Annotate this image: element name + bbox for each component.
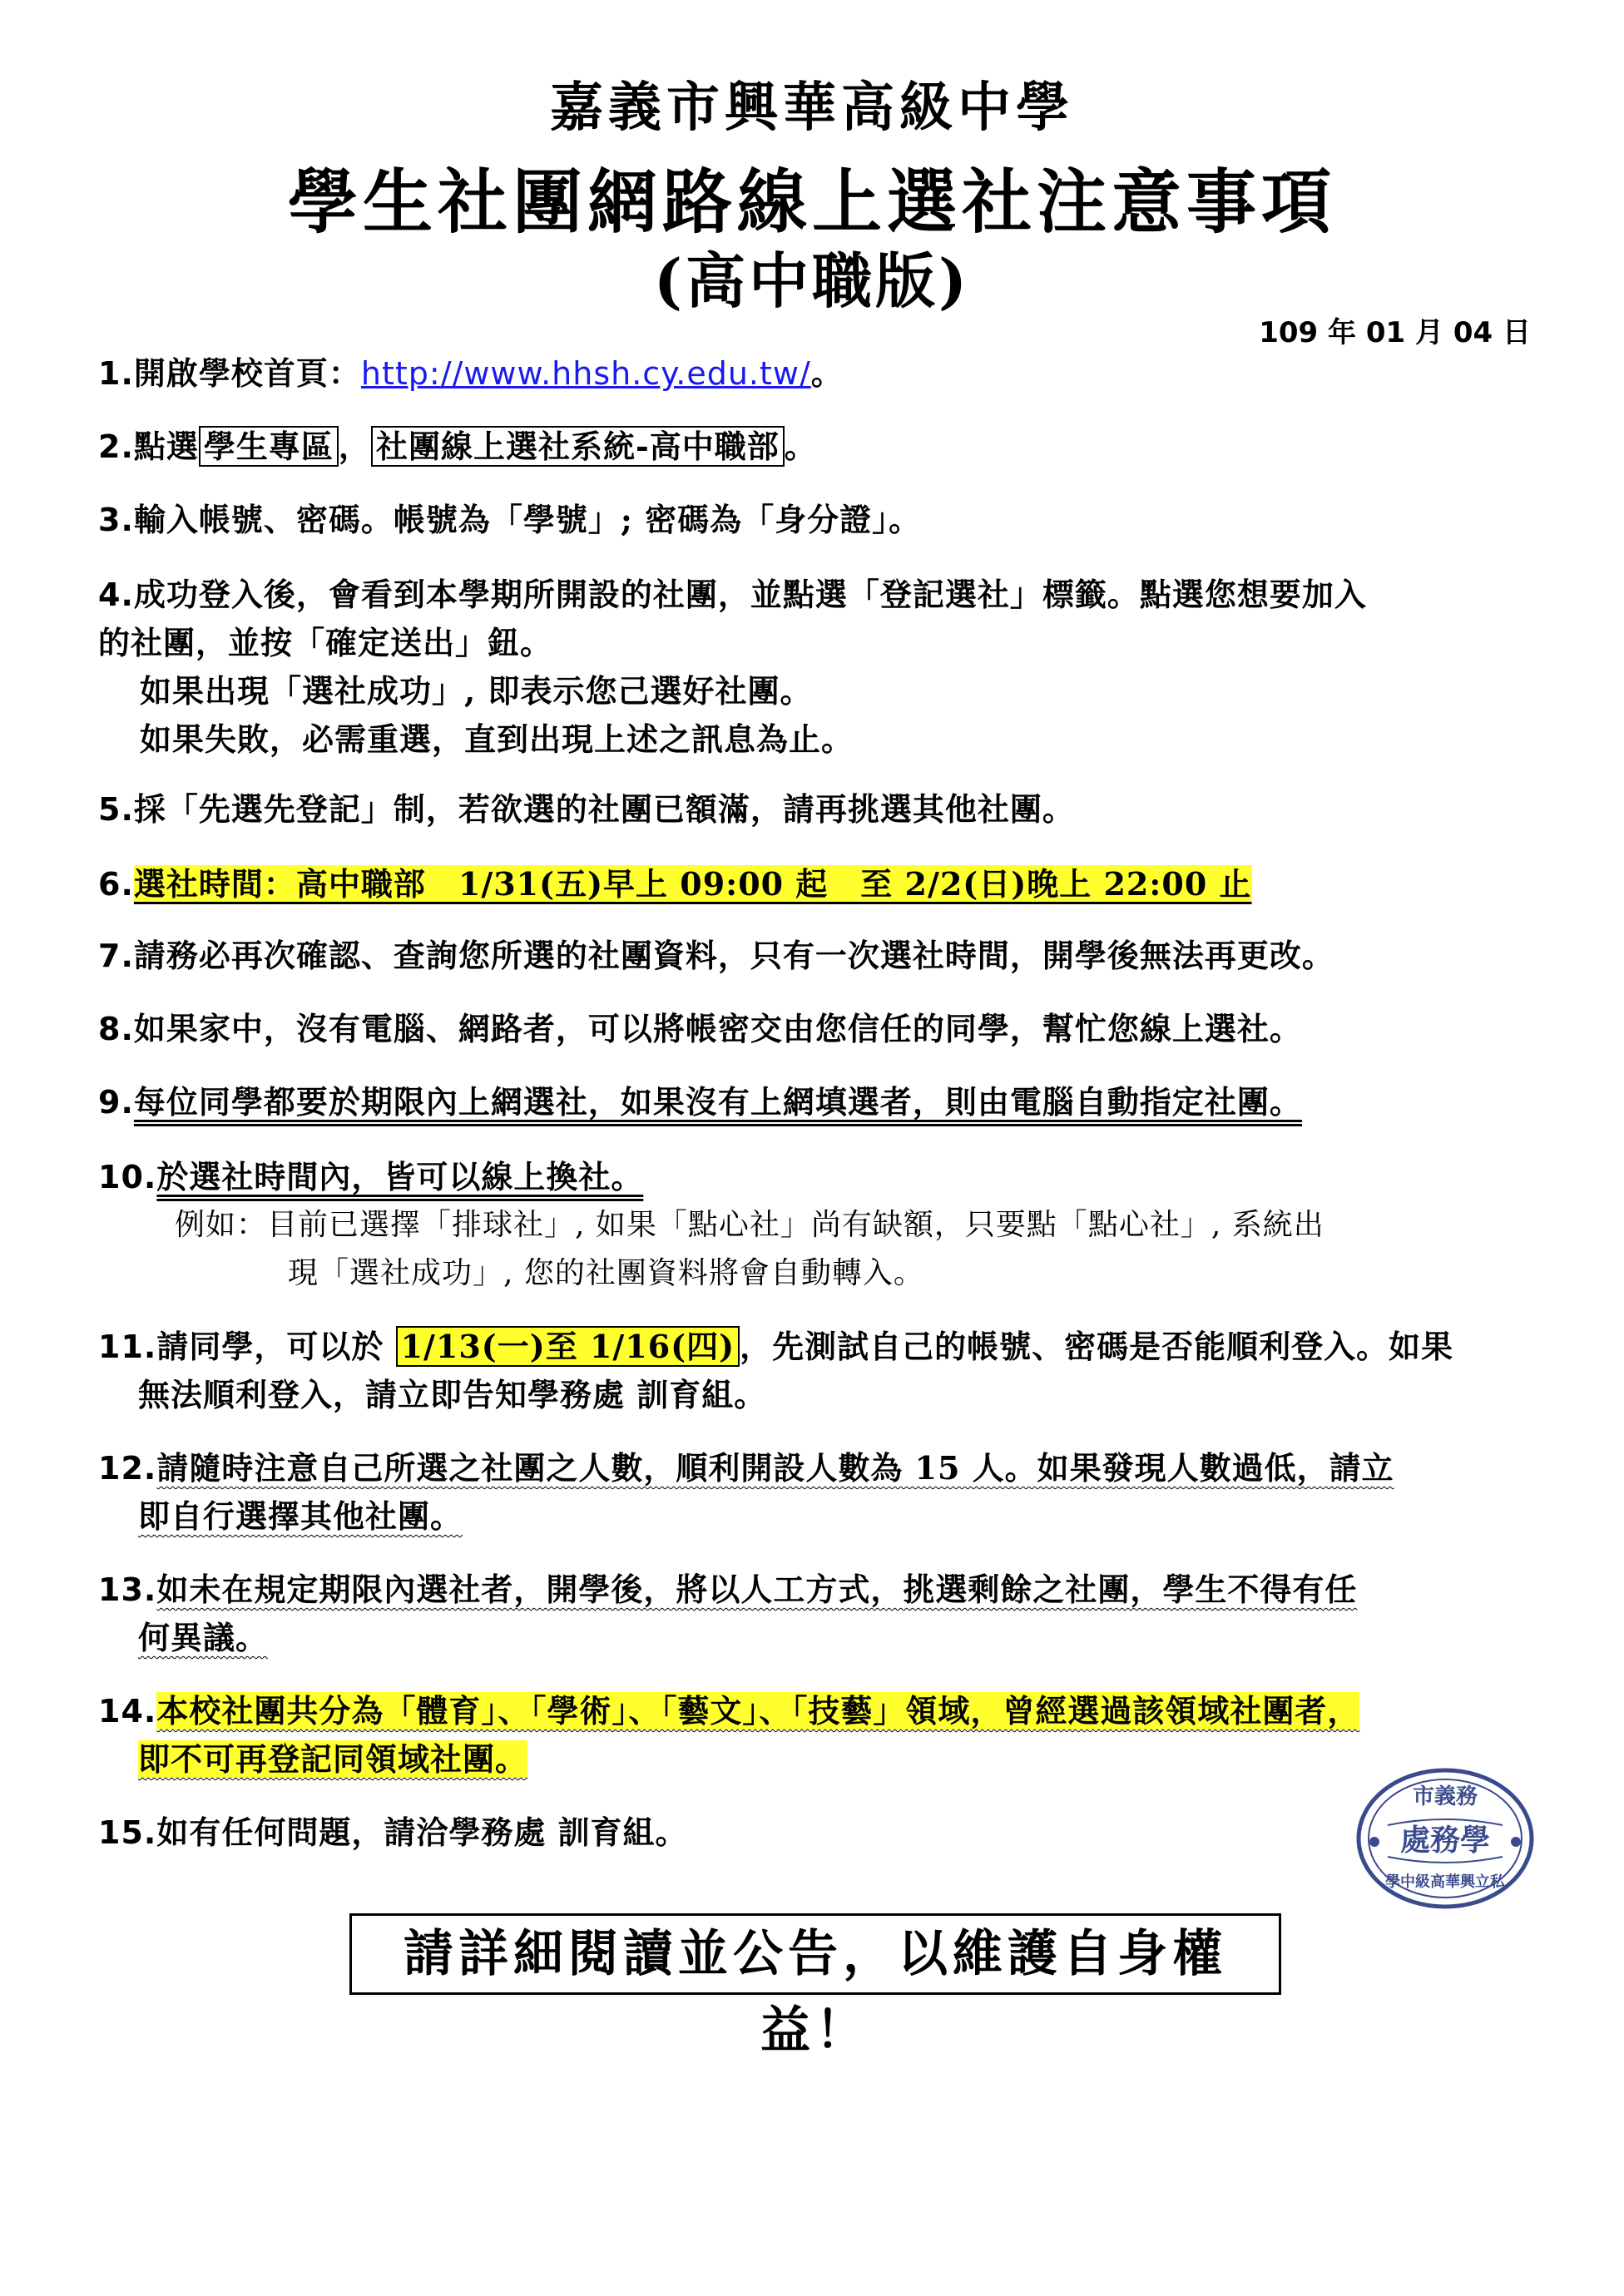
item-number: 13. [98,1571,157,1608]
office-seal-stamp [1354,1765,1536,1912]
document-date: 109 年 01 月 04 日 [1259,316,1531,349]
item-text: 如有任何問題，請洽學務處 訓育組。 [156,1814,688,1851]
school-name: 嘉義市興華高級中學 [550,77,1074,139]
item-number: 6. [98,866,134,903]
item-1 [98,349,1537,398]
item-9 [98,1078,1537,1126]
item-number: 15. [98,1814,157,1851]
item-15 [98,1809,1537,1857]
item-text: 輸入帳號、密碼。帳號為「學號」; 密碼為「身分證」。 [133,501,922,538]
item-text: 請隨時注意自己所選之社團之人數，順利開設人數為 15 人。如果發現人數過低，請立 [156,1449,1394,1487]
item-number: 1. [98,355,134,392]
item-text: 如果家中，沒有電腦、網路者，可以將帳密交由您信任的同學，幫忙您線上選社。 [133,1010,1302,1047]
notice-box: 請詳細閱讀並公告，以維護自身權益！ [349,1913,1281,1995]
item-5 [98,785,1537,834]
seal-center-text: 處務學 [1399,1823,1491,1858]
item-text: 點選 [133,428,199,465]
item-tail: 。 [810,354,844,392]
item-text: 請務必再次確認、查詢您所選的社團資料，只有一次選社時間，開學後無法再更改。 [133,937,1334,974]
item-text: 如果失敗，必需重選，直到出現上述之訊息為止。 [140,720,854,758]
club-domain-highlight: 本校社團共分為「體育」、「學術」、「藝文」、「技藝」領域，曾經選過該領域社團者， [156,1692,1360,1729]
seal-top-text: 市義務 [1412,1784,1478,1809]
item-12 [98,1444,1537,1541]
item-number: 9. [98,1084,134,1121]
item-number: 7. [98,938,134,974]
item-3 [98,496,1537,544]
item-2 [98,423,1537,471]
item-text: 採「先選先登記」制，若欲選的社團已額滿，請再挑選其他社團。 [133,790,1075,828]
item-6 [98,860,1537,908]
item-number: 14. [98,1693,157,1729]
item-tail: 。 [784,428,817,465]
item-text: 的社團，並按「確定送出」鈕。 [98,624,553,661]
item-text: 開啟學校首頁： [133,354,361,392]
item-4 [98,571,1537,764]
item-11 [98,1323,1537,1419]
item-13 [98,1566,1537,1662]
item-text: 無法順利登入，請立即告知學務處 訓育組。 [138,1376,767,1413]
student-area-box: 學生專區 [199,426,339,467]
item-number: 3. [98,502,134,538]
item-number: 4. [98,576,134,613]
club-system-box: 社團線上選社系統-高中職部 [371,426,785,467]
page-title: 學生社團網路線上選社注意事項 [287,161,1336,243]
item-text: 即自行選擇其他社團。 [138,1497,463,1535]
item-number: 5. [98,791,134,828]
item-7 [98,932,1537,980]
seal-bottom-text: 學中級高華興立私 [1385,1873,1505,1891]
item-text: ， [338,428,371,465]
item-number: 12. [98,1450,157,1487]
item-14 [98,1687,1537,1784]
item-text: 每位同學都要於期限內上網選社，如果沒有上網填選者，則由電腦自動指定社團。 [133,1083,1302,1121]
selection-time-highlight: 選社時間：高中職部 1/31(五)早上 09:00 起 至 2/2(日)晚上 22:00 止 [133,865,1252,903]
example-text: 現「選社成功」, 您的社團資料將會自動轉入。 [288,1256,924,1290]
item-text: ，先測試自己的帳號、密碼是否能順利登入。如果 [740,1328,1454,1365]
item-text: 如果出現「選社成功」, 即表示您己選好社團。 [140,672,813,710]
item-8 [98,1005,1537,1053]
item-text: 於選社時間內，皆可以線上換社。 [156,1158,644,1195]
item-10 [98,1153,1537,1298]
item-number: 2. [98,428,134,465]
example-text: 例如：目前已選擇「排球社」, 如果「點心社」尚有缺額，只要點「點心社」, 系統出 [175,1208,1324,1242]
item-number: 8. [98,1011,134,1047]
club-domain-highlight: 即不可再登記同領域社團。 [138,1740,528,1778]
page-subtitle: (高中職版) [653,245,971,316]
item-number: 11. [98,1329,157,1365]
school-homepage-link[interactable]: http://www.hhsh.cy.edu.tw/ [360,355,811,392]
item-text: 何異議。 [138,1619,269,1656]
test-dates-highlight: 1/13(一)至 1/16(四) [396,1326,740,1367]
item-text: 如未在規定期限內選社者，開學後，將以人工方式，挑選剩餘之社團，學生不得有任 [156,1571,1358,1608]
item-text: 請同學，可以於 [156,1328,396,1365]
item-number: 10. [98,1159,157,1195]
item-text: 成功登入後，會看到本學期所開設的社團，並點選「登記選社」標籤。點選您想要加入 [133,576,1367,613]
